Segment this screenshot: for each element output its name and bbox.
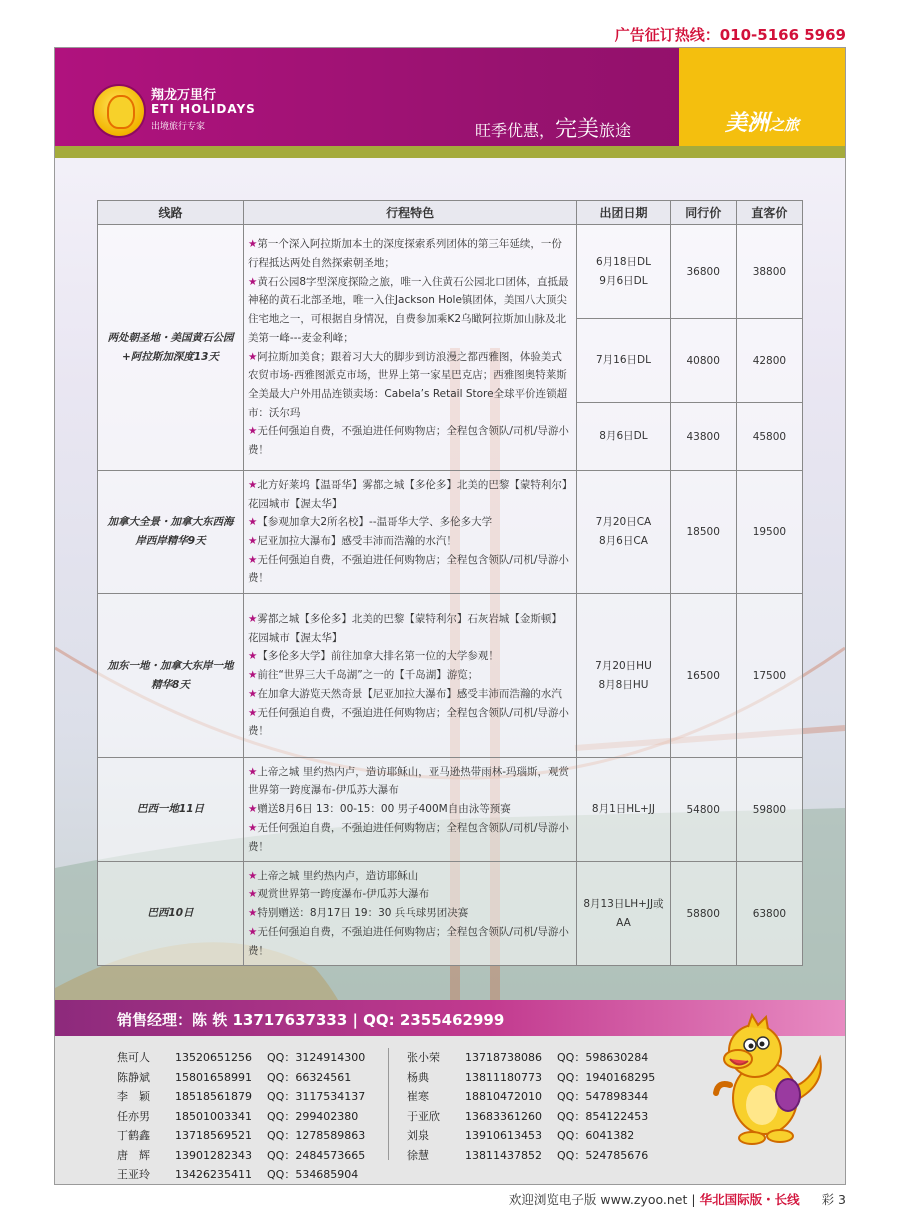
route-name: 加拿大全景・加拿大东西海岸西岸精华9天 [98, 471, 244, 594]
header-route: 线路 [98, 201, 244, 225]
peer-price: 16500 [670, 594, 736, 758]
direct-price: 17500 [736, 594, 802, 758]
route-name: 两处朝圣地・美国黄石公园+阿拉斯加深度13天 [98, 225, 244, 471]
list-item: 于亚欣 13683361260 QQ：854122453 [407, 1109, 649, 1123]
contacts-right [407, 1048, 655, 1165]
table-row [98, 862, 803, 966]
direct-price: 45800 [736, 403, 802, 471]
departure-date: 7月20日HU 8月8日HU [577, 594, 670, 758]
departure-date: 7月20日CA 8月6日CA [577, 471, 670, 594]
header-departure: 出团日期 [577, 201, 670, 225]
route-name: 巴西一地11日 [98, 758, 244, 862]
list-item: 杨典 13811180773 QQ：1940168295 [407, 1070, 656, 1084]
route-features: ★北方好莱坞【温哥华】雾都之城【多伦多】北美的巴黎【蒙特利尔】花园城市【渥太华】 ★【参观加拿大2所名校】--温哥华大学、多伦多大学 ★尼亚加拉大瀑布】感受丰沛而浩瀚的水汽！ ★无任何强迫自费，不强迫进任何购物店；全程包含领队/司机/导游小费！ [243, 471, 576, 594]
list-item: 焦可人 13520651256 QQ：3124914300 [117, 1051, 366, 1064]
peer-price: 36800 [670, 225, 736, 319]
slogan: 旺季优惠，完美旅途 [475, 117, 632, 142]
list-item: 丁鹤鑫 13718569521 QQ：1278589863 [117, 1129, 366, 1142]
dragon-logo-icon [92, 84, 146, 138]
direct-price: 63800 [736, 862, 802, 966]
direct-price: 59800 [736, 758, 802, 862]
departure-date: 8月1日HL+JJ [577, 758, 670, 862]
header-band [55, 146, 845, 158]
contacts-divider [388, 1048, 389, 1160]
footer-edition: 华北国际版・长线 [699, 1192, 800, 1207]
departure-date: 8月6日DL [577, 403, 670, 471]
route-name: 加东一地・加拿大东岸一地精华8天 [98, 594, 244, 758]
route-name: 巴西10日 [98, 862, 244, 966]
table-row [98, 471, 803, 594]
list-item: 崔寒 18810472010 QQ：547898344 [407, 1090, 649, 1103]
table-row [98, 758, 803, 862]
contacts-left [117, 1048, 365, 1185]
page-frame [54, 47, 846, 1185]
page-footer [509, 1190, 846, 1208]
footer-separator: | [691, 1192, 700, 1207]
list-item: 张小荣 13718738086 QQ：598630284 [407, 1051, 649, 1064]
list-item: 陈静斌 15801658991 QQ：66324561 [117, 1070, 352, 1084]
dragon-mascot-icon [700, 1003, 830, 1153]
route-features: ★上帝之城 里约热内卢，造访耶稣山 ★观赏世界第一跨度瀑布-伊瓜苏大瀑布 ★特别赠送：8月17日 19：30 兵乓球男团决赛 ★无任何强迫自费，不强迫进任何购物店；全程包含领队/司机/导游小费！ [243, 862, 576, 966]
route-features: ★雾都之城【多伦多】北美的巴黎【蒙特利尔】石灰岩城【金斯顿】花园城市【渥太华】 ★【多伦多大学】前往加拿大排名第一位的大学参观！ ★前往“世界三大千岛湖”之一的【千岛湖】游览； ★在加拿大游览天然奇景【尼亚加拉大瀑布】感受丰沛而浩瀚的水汽 ★无任何强迫自费，不强迫进任何购物店；全程包含领队/司机/导游小费！ [243, 594, 576, 758]
footer-page: 彩 3 [821, 1192, 846, 1207]
peer-price: 43800 [670, 403, 736, 471]
section-title: 美洲之旅 [724, 111, 800, 136]
sales-manager-text: 销售经理：陈 轶 13717637333 | QQ: 2355462999 [117, 1011, 505, 1029]
brand-name-cn: 翔龙万里行 [151, 88, 217, 103]
departure-date: 7月16日DL [577, 319, 670, 403]
direct-price: 38800 [736, 225, 802, 319]
peer-price: 58800 [670, 862, 736, 966]
brand-subtitle: 出境旅行专家 [151, 122, 206, 132]
table-row [98, 594, 803, 758]
brand-name-en: ETI HOLIDAYS [151, 102, 256, 116]
list-item: 徐慧 13811437852 QQ：524785676 [407, 1148, 649, 1162]
footer-site: 欢迎浏览电子版 www.zyoo.net [508, 1192, 688, 1207]
header-direct-price: 直客价 [736, 201, 802, 225]
ad-hotline: 广告征订热线：010-5166 5969 [614, 26, 846, 44]
list-item: 李 颖 18518561879 QQ：3117534137 [117, 1090, 366, 1103]
route-features: ★第一个深入阿拉斯加本土的深度探索系列团体的第三年延续，一份行程抵达两处自然探索朝圣地； ★黄石公园8字型深度探险之旅，唯一入住黄石公园北口团体，直抵最神秘的黄石北部圣地，唯一入住Jackson Hole镇团体，美国八大顶尖住宅地之一，可根据自身情况，自费参加乘K2乌瞰阿拉斯加山脉及北美第一峰---麦金利峰； ★阿拉斯加美食；跟着习大大的脚步到访浪漫之都西雅图，体验美式农贸市场-西雅图派克市场，世界上第一家星巴克店；西雅图奥特莱斯全美最大户外用品连锁卖场：Cabela’s Retail Store全球平价连锁超市：沃尔玛 ★无任何强迫自费，不强迫进任何购物店；全程包含领队/司机/导游小费！ [243, 225, 576, 471]
peer-price: 18500 [670, 471, 736, 594]
peer-price: 40800 [670, 319, 736, 403]
header-peer-price: 同行价 [670, 201, 736, 225]
list-item: 任亦男 18501003341 QQ：299402380 [117, 1109, 359, 1123]
departure-date: 6月18日DL 9月6日DL [577, 225, 670, 319]
route-features: ★上帝之城 里约热内卢，造访耶稣山，亚马逊热带雨林-玛瑙斯，观赏世界第一跨度瀑布-伊瓜苏大瀑布 ★赠送8月6日 13：00-15：00 男子400M自由泳等预赛 ★无任何强迫自费，不强迫进任何购物店；全程包含领队/司机/导游小费！ [243, 758, 576, 862]
header-features: 行程特色 [243, 201, 576, 225]
list-item: 刘泉 13910613453 QQ：6041382 [407, 1129, 635, 1142]
departure-date: 8月13日LH+JJ或 AA [577, 862, 670, 966]
routes-table [97, 200, 803, 966]
table-row [98, 225, 803, 319]
direct-price: 42800 [736, 319, 802, 403]
list-item: 王亚玲 13426235411 QQ：534685904 [117, 1168, 359, 1181]
direct-price: 19500 [736, 471, 802, 594]
peer-price: 54800 [670, 758, 736, 862]
list-item: 唐 辉 13901282343 QQ：2484573665 [117, 1148, 366, 1162]
section-tab [679, 48, 845, 158]
